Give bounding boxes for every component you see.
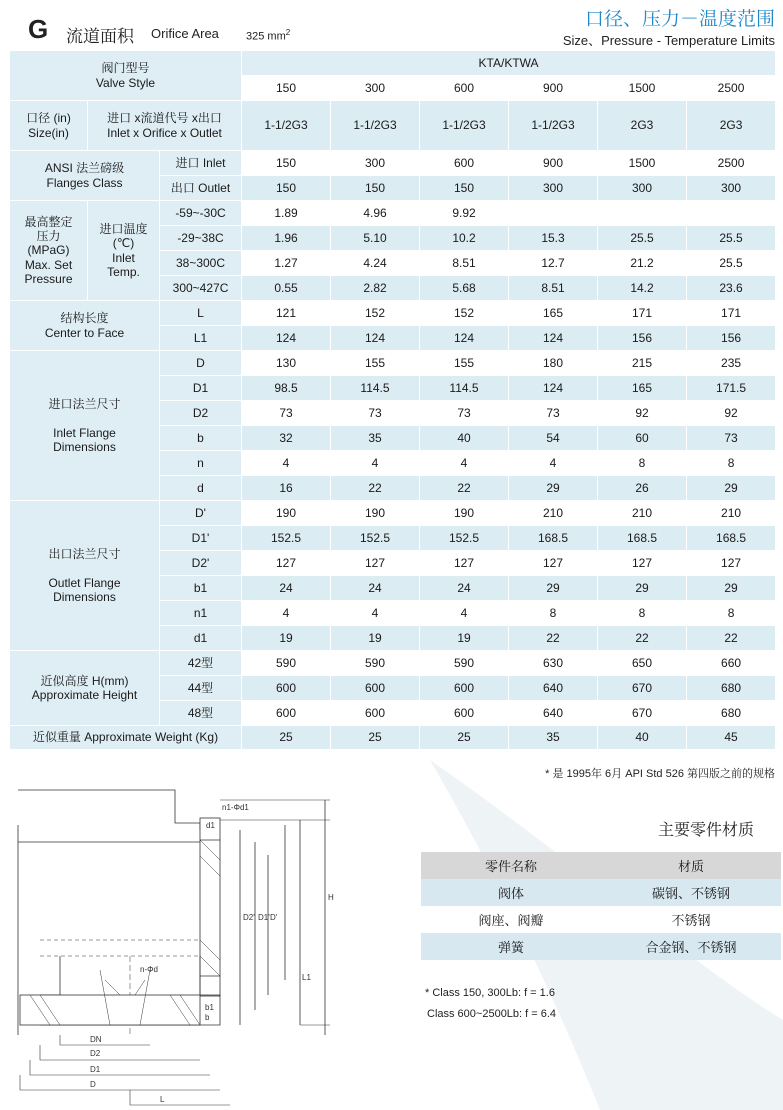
- table-cell: 32: [242, 426, 331, 451]
- spec-table: [9, 50, 776, 750]
- row-label: D2': [160, 551, 242, 576]
- table-cell: 150: [242, 151, 331, 176]
- drawing-label: D': [270, 913, 278, 922]
- size-value: 2G3: [687, 101, 776, 151]
- table-cell: 600: [420, 701, 509, 726]
- table-cell: 98.5: [242, 376, 331, 401]
- table-cell: 1.96: [242, 226, 331, 251]
- table-cell: 92: [598, 401, 687, 426]
- drawing-label: b1: [205, 1003, 214, 1012]
- table-cell: 10.2: [420, 226, 509, 251]
- table-cell: 4: [509, 451, 598, 476]
- table-cell: 121: [242, 301, 331, 326]
- table-cell: 640: [509, 701, 598, 726]
- drawing-label: DN: [90, 1035, 102, 1044]
- table-cell: 25: [242, 726, 331, 750]
- table-cell: 8: [687, 601, 776, 626]
- table-cell: 9.92: [420, 201, 509, 226]
- table-cell: 590: [420, 651, 509, 676]
- table-cell: 4: [331, 601, 420, 626]
- outlet-flange-label: 出口法兰尺寸 Outlet Flange Dimensions: [10, 501, 160, 651]
- table-cell: 25: [420, 726, 509, 750]
- size-value: 2G3: [598, 101, 687, 151]
- table-cell: 152: [420, 301, 509, 326]
- table-cell: 29: [598, 576, 687, 601]
- table-cell: 29: [509, 576, 598, 601]
- drawing-label: H: [328, 893, 334, 902]
- table-cell: 19: [420, 626, 509, 651]
- size-sublabel: 进口 x流道代号 x出口 Inlet x Orifice x Outlet: [88, 101, 242, 151]
- row-label: L1: [160, 326, 242, 351]
- row-label: D': [160, 501, 242, 526]
- table-cell: 630: [509, 651, 598, 676]
- table-cell: 130: [242, 351, 331, 376]
- table-cell: 25.5: [598, 226, 687, 251]
- row-label: 38~300C: [160, 251, 242, 276]
- table-cell: 127: [509, 551, 598, 576]
- part-material: 合金钢、不锈钢: [601, 933, 781, 960]
- drawing-label: L: [160, 1095, 165, 1104]
- table-cell: 4: [242, 601, 331, 626]
- table-cell: [598, 201, 687, 226]
- center-to-face-label: 结构长度 Center to Face: [10, 301, 160, 351]
- class-header: 150: [242, 76, 331, 101]
- row-label: 44型: [160, 676, 242, 701]
- table-cell: 124: [331, 326, 420, 351]
- ansi-label: ANSI 法兰磅级 Flanges Class: [10, 151, 160, 201]
- section-letter: G: [28, 14, 49, 44]
- table-cell: 25.5: [687, 251, 776, 276]
- table-cell: 210: [687, 501, 776, 526]
- class-header: 900: [509, 76, 598, 101]
- table-cell: 73: [687, 426, 776, 451]
- class-footnote-1: * Class 150, 300Lb: f = 1.6: [425, 987, 555, 999]
- table-cell: 45: [687, 726, 776, 750]
- drawing-label: D2': [243, 913, 255, 922]
- table-cell: 155: [420, 351, 509, 376]
- size-label: 口径 (in) Size(in): [10, 101, 88, 151]
- table-cell: 150: [242, 176, 331, 201]
- table-cell: 92: [687, 401, 776, 426]
- temp-label: 进口温度 (℃) Inlet Temp.: [88, 201, 160, 301]
- table-cell: 2500: [687, 151, 776, 176]
- table-cell: 168.5: [598, 526, 687, 551]
- drawing-label: D1': [258, 913, 270, 922]
- table-cell: 73: [331, 401, 420, 426]
- row-label: 300~427C: [160, 276, 242, 301]
- row-label: d1: [160, 626, 242, 651]
- table-cell: 300: [598, 176, 687, 201]
- table-cell: 22: [420, 476, 509, 501]
- row-label: b1: [160, 576, 242, 601]
- table-cell: 35: [331, 426, 420, 451]
- drawing-outline: [18, 790, 330, 1105]
- table-cell: 124: [509, 326, 598, 351]
- table-cell: 680: [687, 676, 776, 701]
- table-cell: 190: [420, 501, 509, 526]
- table-cell: 35: [509, 726, 598, 750]
- table-cell: 210: [598, 501, 687, 526]
- table-cell: 190: [331, 501, 420, 526]
- valve-drawing: [0, 780, 420, 1110]
- table-cell: 60: [598, 426, 687, 451]
- table-cell: 73: [420, 401, 509, 426]
- table-cell: 0.55: [242, 276, 331, 301]
- table-cell: 165: [598, 376, 687, 401]
- table-cell: [509, 201, 598, 226]
- table-cell: 54: [509, 426, 598, 451]
- table-cell: 29: [687, 576, 776, 601]
- table-cell: 155: [331, 351, 420, 376]
- row-label: 42型: [160, 651, 242, 676]
- table-cell: 215: [598, 351, 687, 376]
- table-cell: 300: [331, 151, 420, 176]
- pressure-label: 最高整定 压力 (MPaG) Max. Set Pressure: [10, 201, 88, 301]
- table-cell: 600: [331, 676, 420, 701]
- table-cell: 670: [598, 676, 687, 701]
- parts-table: [421, 852, 781, 960]
- table-cell: 190: [242, 501, 331, 526]
- row-label: 进口 Inlet: [160, 151, 242, 176]
- table-cell: 680: [687, 701, 776, 726]
- table-cell: 150: [420, 176, 509, 201]
- table-cell: 124: [242, 326, 331, 351]
- class-header: 1500: [598, 76, 687, 101]
- valve-style-label: 阀门型号 Valve Style: [10, 51, 242, 101]
- class-footnote-2: Class 600~2500Lb: f = 6.4: [427, 1008, 557, 1020]
- table-cell: 8.51: [509, 276, 598, 301]
- class-header: 2500: [687, 76, 776, 101]
- api-footnote: * 是 1995年 6月 API Std 526 第四版之前的规格: [545, 768, 775, 780]
- table-cell: 14.2: [598, 276, 687, 301]
- table-cell: 19: [331, 626, 420, 651]
- inlet-flange-label: 进口法兰尺寸 Inlet Flange Dimensions: [10, 351, 160, 501]
- row-label: L: [160, 301, 242, 326]
- table-cell: 8: [598, 451, 687, 476]
- row-label: n1: [160, 601, 242, 626]
- table-cell: 29: [687, 476, 776, 501]
- table-cell: 8: [687, 451, 776, 476]
- table-cell: 23.6: [687, 276, 776, 301]
- table-cell: 5.10: [331, 226, 420, 251]
- table-cell: 12.7: [509, 251, 598, 276]
- table-cell: 150: [331, 176, 420, 201]
- drawing-label: L1: [302, 973, 311, 982]
- table-cell: 590: [331, 651, 420, 676]
- table-cell: 25: [331, 726, 420, 750]
- table-cell: 19: [242, 626, 331, 651]
- row-label: d: [160, 476, 242, 501]
- header: [0, 0, 783, 50]
- table-cell: 670: [598, 701, 687, 726]
- drawing-label: D1: [90, 1065, 101, 1074]
- row-label: D1: [160, 376, 242, 401]
- table-cell: 600: [331, 701, 420, 726]
- part-name: 阀座、阀瓣: [421, 906, 601, 933]
- table-cell: 16: [242, 476, 331, 501]
- table-cell: 152.5: [242, 526, 331, 551]
- table-cell: 660: [687, 651, 776, 676]
- size-value: 1-1/2G3: [331, 101, 420, 151]
- table-cell: 127: [598, 551, 687, 576]
- table-cell: 25.5: [687, 226, 776, 251]
- row-label: b: [160, 426, 242, 451]
- row-label: -59~-30C: [160, 201, 242, 226]
- orifice-title-cn: 流道面积: [66, 27, 134, 46]
- table-cell: 22: [598, 626, 687, 651]
- limits-title-cn: 口径、压力－温度范围: [584, 9, 775, 30]
- table-cell: 152.5: [420, 526, 509, 551]
- table-cell: 114.5: [420, 376, 509, 401]
- row-label: -29~38C: [160, 226, 242, 251]
- table-cell: 127: [242, 551, 331, 576]
- class-header: 600: [420, 76, 509, 101]
- size-value: 1-1/2G3: [242, 101, 331, 151]
- table-cell: 300: [509, 176, 598, 201]
- table-cell: 168.5: [687, 526, 776, 551]
- row-label: n: [160, 451, 242, 476]
- table-cell: 300: [687, 176, 776, 201]
- part-name: 弹簧: [421, 933, 601, 960]
- table-cell: [687, 201, 776, 226]
- table-cell: 73: [509, 401, 598, 426]
- orifice-title-en: Orifice Area: [151, 26, 219, 41]
- table-cell: 40: [598, 726, 687, 750]
- part-material: 不锈钢: [601, 906, 781, 933]
- table-cell: 1.27: [242, 251, 331, 276]
- table-cell: 5.68: [420, 276, 509, 301]
- row-label: D1': [160, 526, 242, 551]
- table-cell: 168.5: [509, 526, 598, 551]
- size-value: 1-1/2G3: [420, 101, 509, 151]
- table-cell: 600: [242, 701, 331, 726]
- table-cell: 165: [509, 301, 598, 326]
- table-cell: 24: [420, 576, 509, 601]
- table-cell: 124: [420, 326, 509, 351]
- table-cell: 4: [420, 601, 509, 626]
- table-cell: 4.96: [331, 201, 420, 226]
- table-cell: 127: [331, 551, 420, 576]
- parts-header: 材质: [601, 852, 781, 879]
- row-label: D2: [160, 401, 242, 426]
- table-cell: 4: [331, 451, 420, 476]
- table-cell: 210: [509, 501, 598, 526]
- valve-model: KTA/KTWA: [242, 51, 776, 76]
- drawing-label: D2: [90, 1049, 101, 1058]
- table-cell: 235: [687, 351, 776, 376]
- table-cell: 22: [331, 476, 420, 501]
- table-cell: 640: [509, 676, 598, 701]
- table-cell: 152.5: [331, 526, 420, 551]
- row-label: 出口 Outlet: [160, 176, 242, 201]
- row-label: 48型: [160, 701, 242, 726]
- table-cell: 8.51: [420, 251, 509, 276]
- table-cell: 4.24: [331, 251, 420, 276]
- table-cell: 600: [420, 676, 509, 701]
- table-cell: 21.2: [598, 251, 687, 276]
- table-cell: 4: [242, 451, 331, 476]
- table-cell: 600: [420, 151, 509, 176]
- parts-title: 主要零件材质: [658, 822, 755, 839]
- size-value: 1-1/2G3: [509, 101, 598, 151]
- table-cell: 8: [598, 601, 687, 626]
- table-cell: 650: [598, 651, 687, 676]
- table-cell: 4: [420, 451, 509, 476]
- table-cell: 8: [509, 601, 598, 626]
- table-cell: 171: [687, 301, 776, 326]
- parts-header: 零件名称: [421, 852, 601, 879]
- table-cell: 1500: [598, 151, 687, 176]
- table-cell: 29: [509, 476, 598, 501]
- drawing-label: n-Φd: [140, 965, 158, 974]
- table-cell: 15.3: [509, 226, 598, 251]
- table-cell: 127: [687, 551, 776, 576]
- table-cell: 171.5: [687, 376, 776, 401]
- part-material: 碳钢、不锈钢: [601, 879, 781, 906]
- drawing-label: d1: [206, 821, 215, 830]
- table-cell: 22: [509, 626, 598, 651]
- table-cell: 124: [509, 376, 598, 401]
- drawing-label: D: [90, 1080, 96, 1089]
- table-cell: 24: [242, 576, 331, 601]
- table-cell: 900: [509, 151, 598, 176]
- table-cell: 156: [687, 326, 776, 351]
- table-cell: 2.82: [331, 276, 420, 301]
- table-cell: 127: [420, 551, 509, 576]
- table-cell: 1.89: [242, 201, 331, 226]
- table-cell: 180: [509, 351, 598, 376]
- orifice-area: 325 $mm^2$: [246, 28, 291, 43]
- row-label: D: [160, 351, 242, 376]
- table-cell: 152: [331, 301, 420, 326]
- limits-title-en: Size、Pressure - Temperature Limits: [562, 33, 775, 48]
- table-cell: 40: [420, 426, 509, 451]
- table-cell: 171: [598, 301, 687, 326]
- drawing-label: b: [205, 1013, 210, 1022]
- height-label: 近似高度 H(mm) Approximate Height: [10, 651, 160, 726]
- class-header: 300: [331, 76, 420, 101]
- weight-label: 近似重量 Approximate Weight (Kg): [10, 726, 242, 750]
- table-cell: 156: [598, 326, 687, 351]
- table-cell: 22: [687, 626, 776, 651]
- table-cell: 24: [331, 576, 420, 601]
- table-cell: 114.5: [331, 376, 420, 401]
- table-cell: 590: [242, 651, 331, 676]
- table-cell: 26: [598, 476, 687, 501]
- part-name: 阀体: [421, 879, 601, 906]
- table-cell: 73: [242, 401, 331, 426]
- drawing-label: n1-Φd1: [222, 803, 249, 812]
- table-cell: 600: [242, 676, 331, 701]
